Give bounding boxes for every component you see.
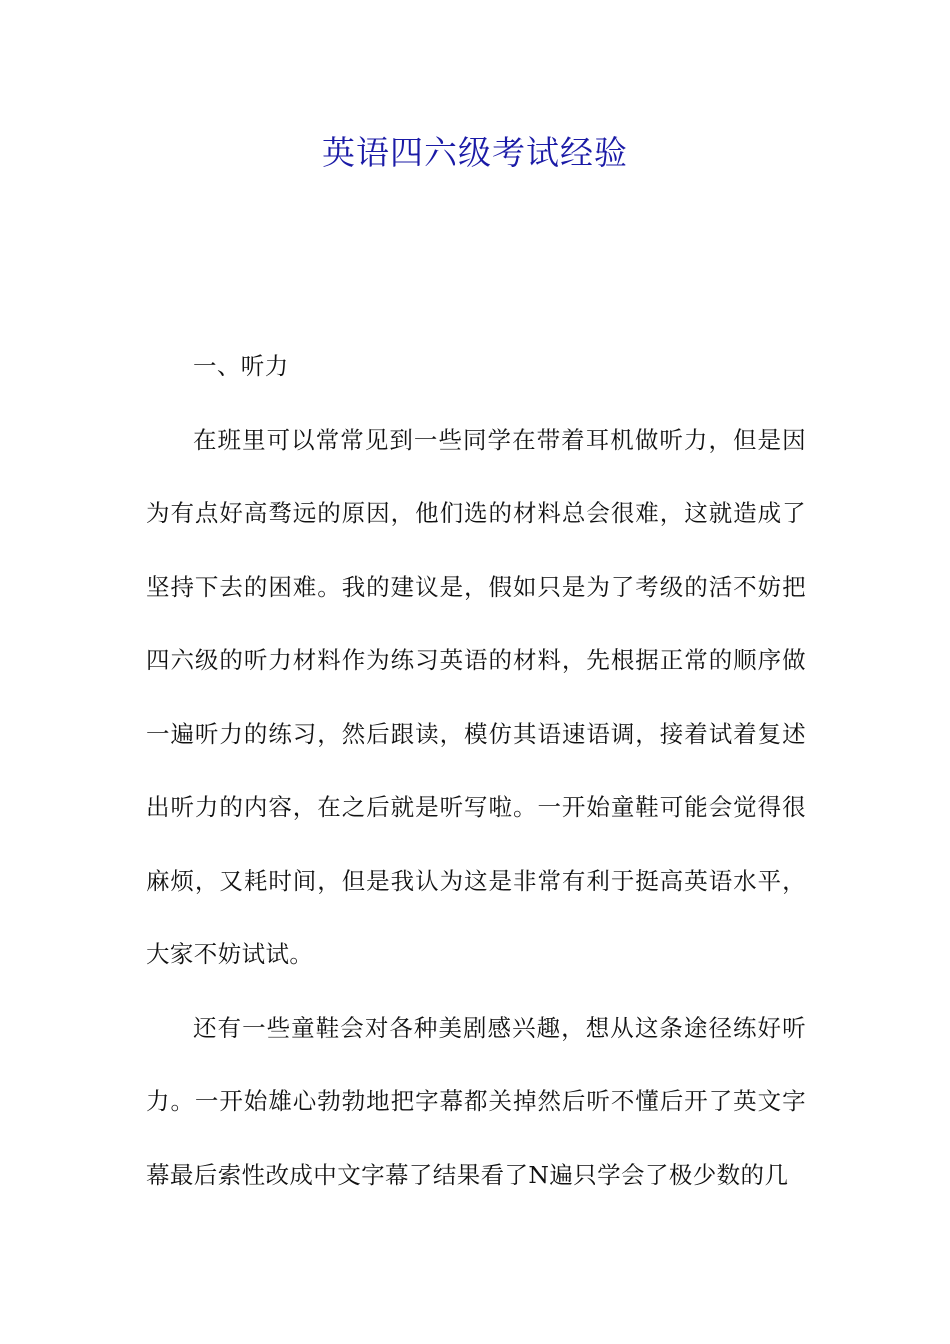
section-heading: 一、听力	[193, 352, 289, 380]
page-title: 英语四六级考试经验	[322, 133, 628, 172]
document-body	[146, 330, 806, 1212]
paragraph: 还有一些童鞋会对各种美剧感兴趣，想从这条途径练好听力。一开始雄心勃勃地把字幕都关掉然后听不懂后开了英文字幕最后索性改成中文字幕了结果看了N遍只学会了极少数的几	[146, 1013, 806, 1189]
paragraph: 在班里可以常常见到一些同学在带着耳机做听力，但是因为有点好高骛远的原因，他们选的材料总会很难，这就造成了坚持下去的困难。我的建议是，假如只是为了考级的活不妨把四六级的听力材料作为练习英语的材料，先根据正常的顺序做一遍听力的练习，然后跟读，模仿其语速语调，接着试着复述出听力的内容，在之后就是听写啦。一开始童鞋可能会觉得很麻烦，又耗时间，但是我认为这是非常有利于挺高英语水平，大家不妨试试。	[146, 425, 806, 968]
